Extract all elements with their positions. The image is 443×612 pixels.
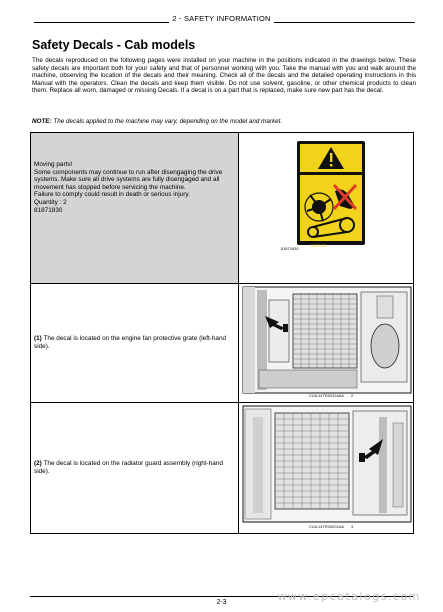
location-image-cell bbox=[239, 403, 414, 534]
page-number: 2-3 bbox=[216, 599, 227, 606]
decal-pictogram-panel bbox=[300, 175, 362, 241]
table-row bbox=[31, 284, 414, 403]
table-row bbox=[31, 403, 414, 534]
radiator-guard-photo bbox=[239, 403, 422, 533]
location-text: The decal is located on the radiator guard assembly (right-hand side). bbox=[34, 460, 223, 475]
decal-line: Failure to comply could result in death or serious injury. bbox=[34, 191, 190, 199]
decal-image-cell bbox=[239, 133, 414, 284]
svg-text:81871830: 81871830 bbox=[311, 244, 327, 248]
callout-number: (1) bbox=[34, 335, 42, 343]
decal-description bbox=[31, 133, 239, 284]
note-label: NOTE: bbox=[32, 118, 52, 125]
decals-table bbox=[30, 132, 414, 534]
decal-image-code: 81871830 bbox=[281, 247, 299, 251]
watermark: www.epcatalogs.com bbox=[277, 590, 421, 603]
decal-line: Quantity : 2 bbox=[34, 198, 67, 206]
table-row bbox=[31, 133, 414, 284]
callout-number: (2) bbox=[34, 460, 42, 468]
location-image-index: 3 bbox=[351, 525, 354, 529]
location-image-code: CUIL14TR00201AA bbox=[309, 525, 345, 529]
section-header: 2 - SAFETY INFORMATION bbox=[0, 14, 443, 23]
decal-line: Some components may continue to run after disengaging the drive systems. Make sure all drive systems are fully disengaged and all movement has stopped before servicing the machine. bbox=[34, 168, 223, 191]
note bbox=[32, 118, 416, 126]
location-image-cell bbox=[239, 284, 414, 403]
decal-image bbox=[239, 133, 422, 255]
page-title: Safety Decals - Cab models bbox=[32, 38, 196, 52]
location-image-index: 2 bbox=[351, 394, 354, 398]
decal-line: 81871830 bbox=[34, 206, 63, 214]
decal-line: Moving parts! bbox=[34, 161, 73, 168]
location-description bbox=[31, 403, 239, 534]
location-text: The decal is located on the engine fan protective grate (left-hand side). bbox=[34, 335, 227, 350]
location-image-code: CUIL14TR00194AA bbox=[309, 394, 345, 398]
note-text: The decals applied to the machine may vary, depending on the model and market. bbox=[53, 118, 283, 125]
location-description bbox=[31, 284, 239, 403]
intro-paragraph: The decals reproduced on the following pages were installed on your machine in the positions indicated in the drawings below. These safety decals are important both for your safety and that of personnel working with you. Take the manual with you and walk around the machine, observing the location of the decals and their meaning. Check all of the decals and the detailed operating instructions in this Manual with the operators. Clean the decals and keep them visible. Do not use solvent, gasoline, or other chemical products to clean them. Replace all worn, damaged or missing Decals. If a decal is on a part that is replaced, make sure new part has the decal. bbox=[32, 57, 416, 95]
engine-fan-grate-photo bbox=[239, 284, 422, 402]
